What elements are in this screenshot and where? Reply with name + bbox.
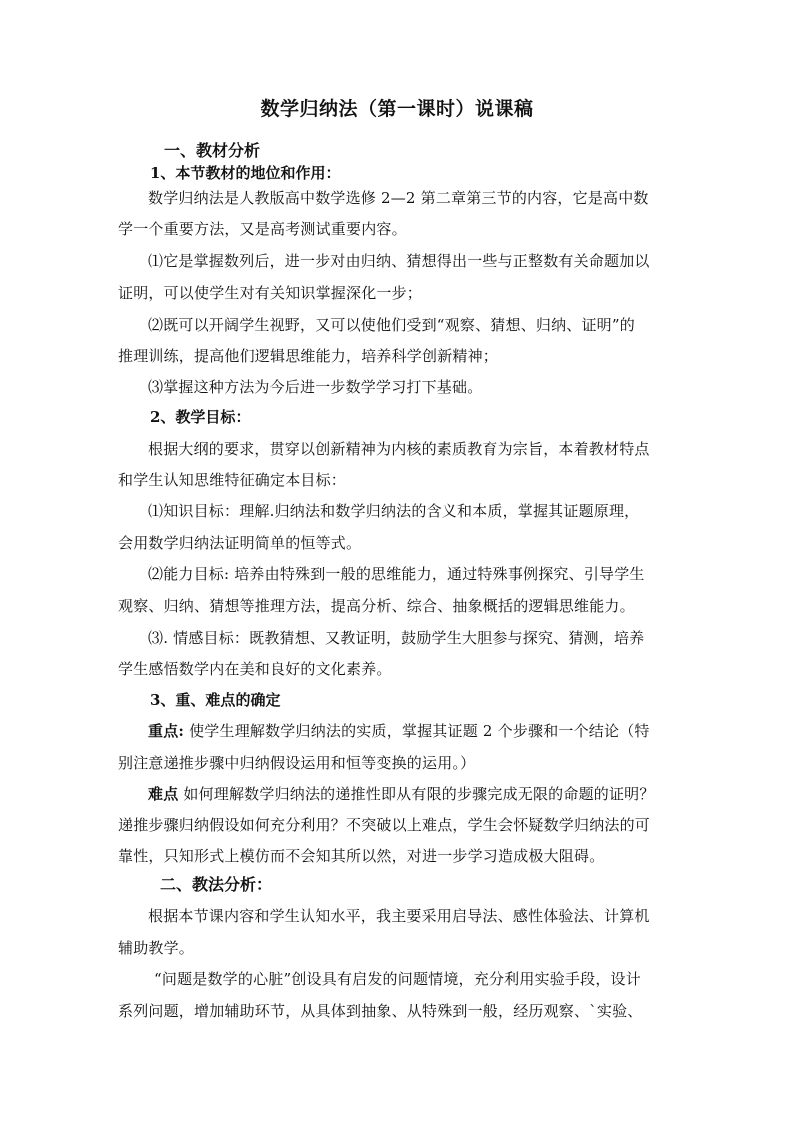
difficulty-text: 如何理解数学归纳法的递推性即从有限的步骤完成无限的命题的证明？ (178, 785, 655, 803)
subheading-3: 3、重、难点的确定 (150, 691, 281, 709)
paragraph-line: 证明，可以使学生对有关知识掌握深化一步； (118, 284, 423, 302)
paragraph-line: 会用数学归纳法证明简单的恒等式。 (118, 534, 362, 552)
paragraph-line: 学生感悟数学内在美和良好的文化素养。 (118, 660, 392, 678)
paragraph-line: 别注意递推步骤中归纳假设运用和恒等变换的运用。） (118, 754, 476, 772)
paragraph-line: ⑶掌握这种方法为今后进一步数学学习打下基础。 (148, 378, 483, 396)
section-heading-2: 二、教法分析： (160, 875, 273, 894)
paragraph-line: ⑶. 情感目标：既教猜想、又教证明，鼓励学生大胆参与探究、猜测，培养 (148, 629, 645, 647)
paragraph-line: 辅助教学。 (118, 939, 195, 957)
difficulty-label: 难点 (148, 785, 179, 803)
paragraph-line: 递推步骤归纳假设如何充分利用？不突破以上难点，学生会怀疑数学归纳法的可 (118, 816, 651, 834)
section-heading-1: 一、教材分析 (164, 141, 261, 160)
paragraph-line: 推理训练，提高他们逻辑思维能力，培养科学创新精神； (118, 347, 499, 365)
subheading-1: 1、本节教材的地位和作用： (150, 164, 341, 182)
paragraph-line: 根据本节课内容和学生认知水平，我主要采用启导法、感性体验法、计算机 (148, 907, 650, 925)
paragraph-line: 和学生认知思维特征确定本目标： (118, 471, 347, 489)
key-point-text: 使学生理解数学归纳法的实质，掌握其证题 2 个步骤和一个结论（特 (184, 722, 650, 740)
paragraph-line: 数学归纳法是人教版高中数学选修 2—2 第二章第三节的内容，它是高中数 (148, 189, 649, 207)
difficulty-line (148, 783, 655, 804)
key-point-line (148, 720, 650, 741)
paragraph-line: 靠性，只知形式上模仿而不会知其所以然，对进一步学习造成极大阻碍。 (118, 847, 605, 865)
paragraph-line: 学一个重要方法，又是高考测试重要内容。 (118, 220, 407, 238)
paragraph-line: ⑵能力目标: 培养由特殊到一般的思维能力，通过特殊事例探究、引导学生 (148, 565, 645, 583)
page-title: 数学归纳法（第一课时）说课稿 (260, 98, 534, 120)
subheading-2: 2、教学目标： (150, 408, 251, 426)
paragraph-line: ⑴它是掌握数列后，进一步对由归纳、猜想得出一些与正整数有关命题加以 (148, 252, 650, 270)
paragraph-line: 根据大纲的要求，贯穿以创新精神为内核的素质教育为宗旨，本着教材特点 (148, 440, 650, 458)
paragraph-line: “问题是数学的心脏”创设具有启发的问题情境，充分利用实验手段，设计 (154, 970, 641, 988)
key-point-label: 重点: (148, 722, 185, 740)
paragraph-line: 系列问题，增加辅助环节，从具体到抽象、从特殊到一般，经历观察、`实验、 (118, 1002, 643, 1020)
paragraph-line: ⑵既可以开阔学生视野，又可以使他们受到“观察、猜想、归纳、证明”的 (148, 316, 635, 334)
paragraph-line: 观察、归纳、猜想等推理方法，提高分析、综合、抽象概括的逻辑思维能力。 (118, 597, 635, 615)
paragraph-line: ⑴知识目标：理解.归纳法和数学归纳法的含义和本质，掌握其证题原理， (148, 502, 640, 520)
